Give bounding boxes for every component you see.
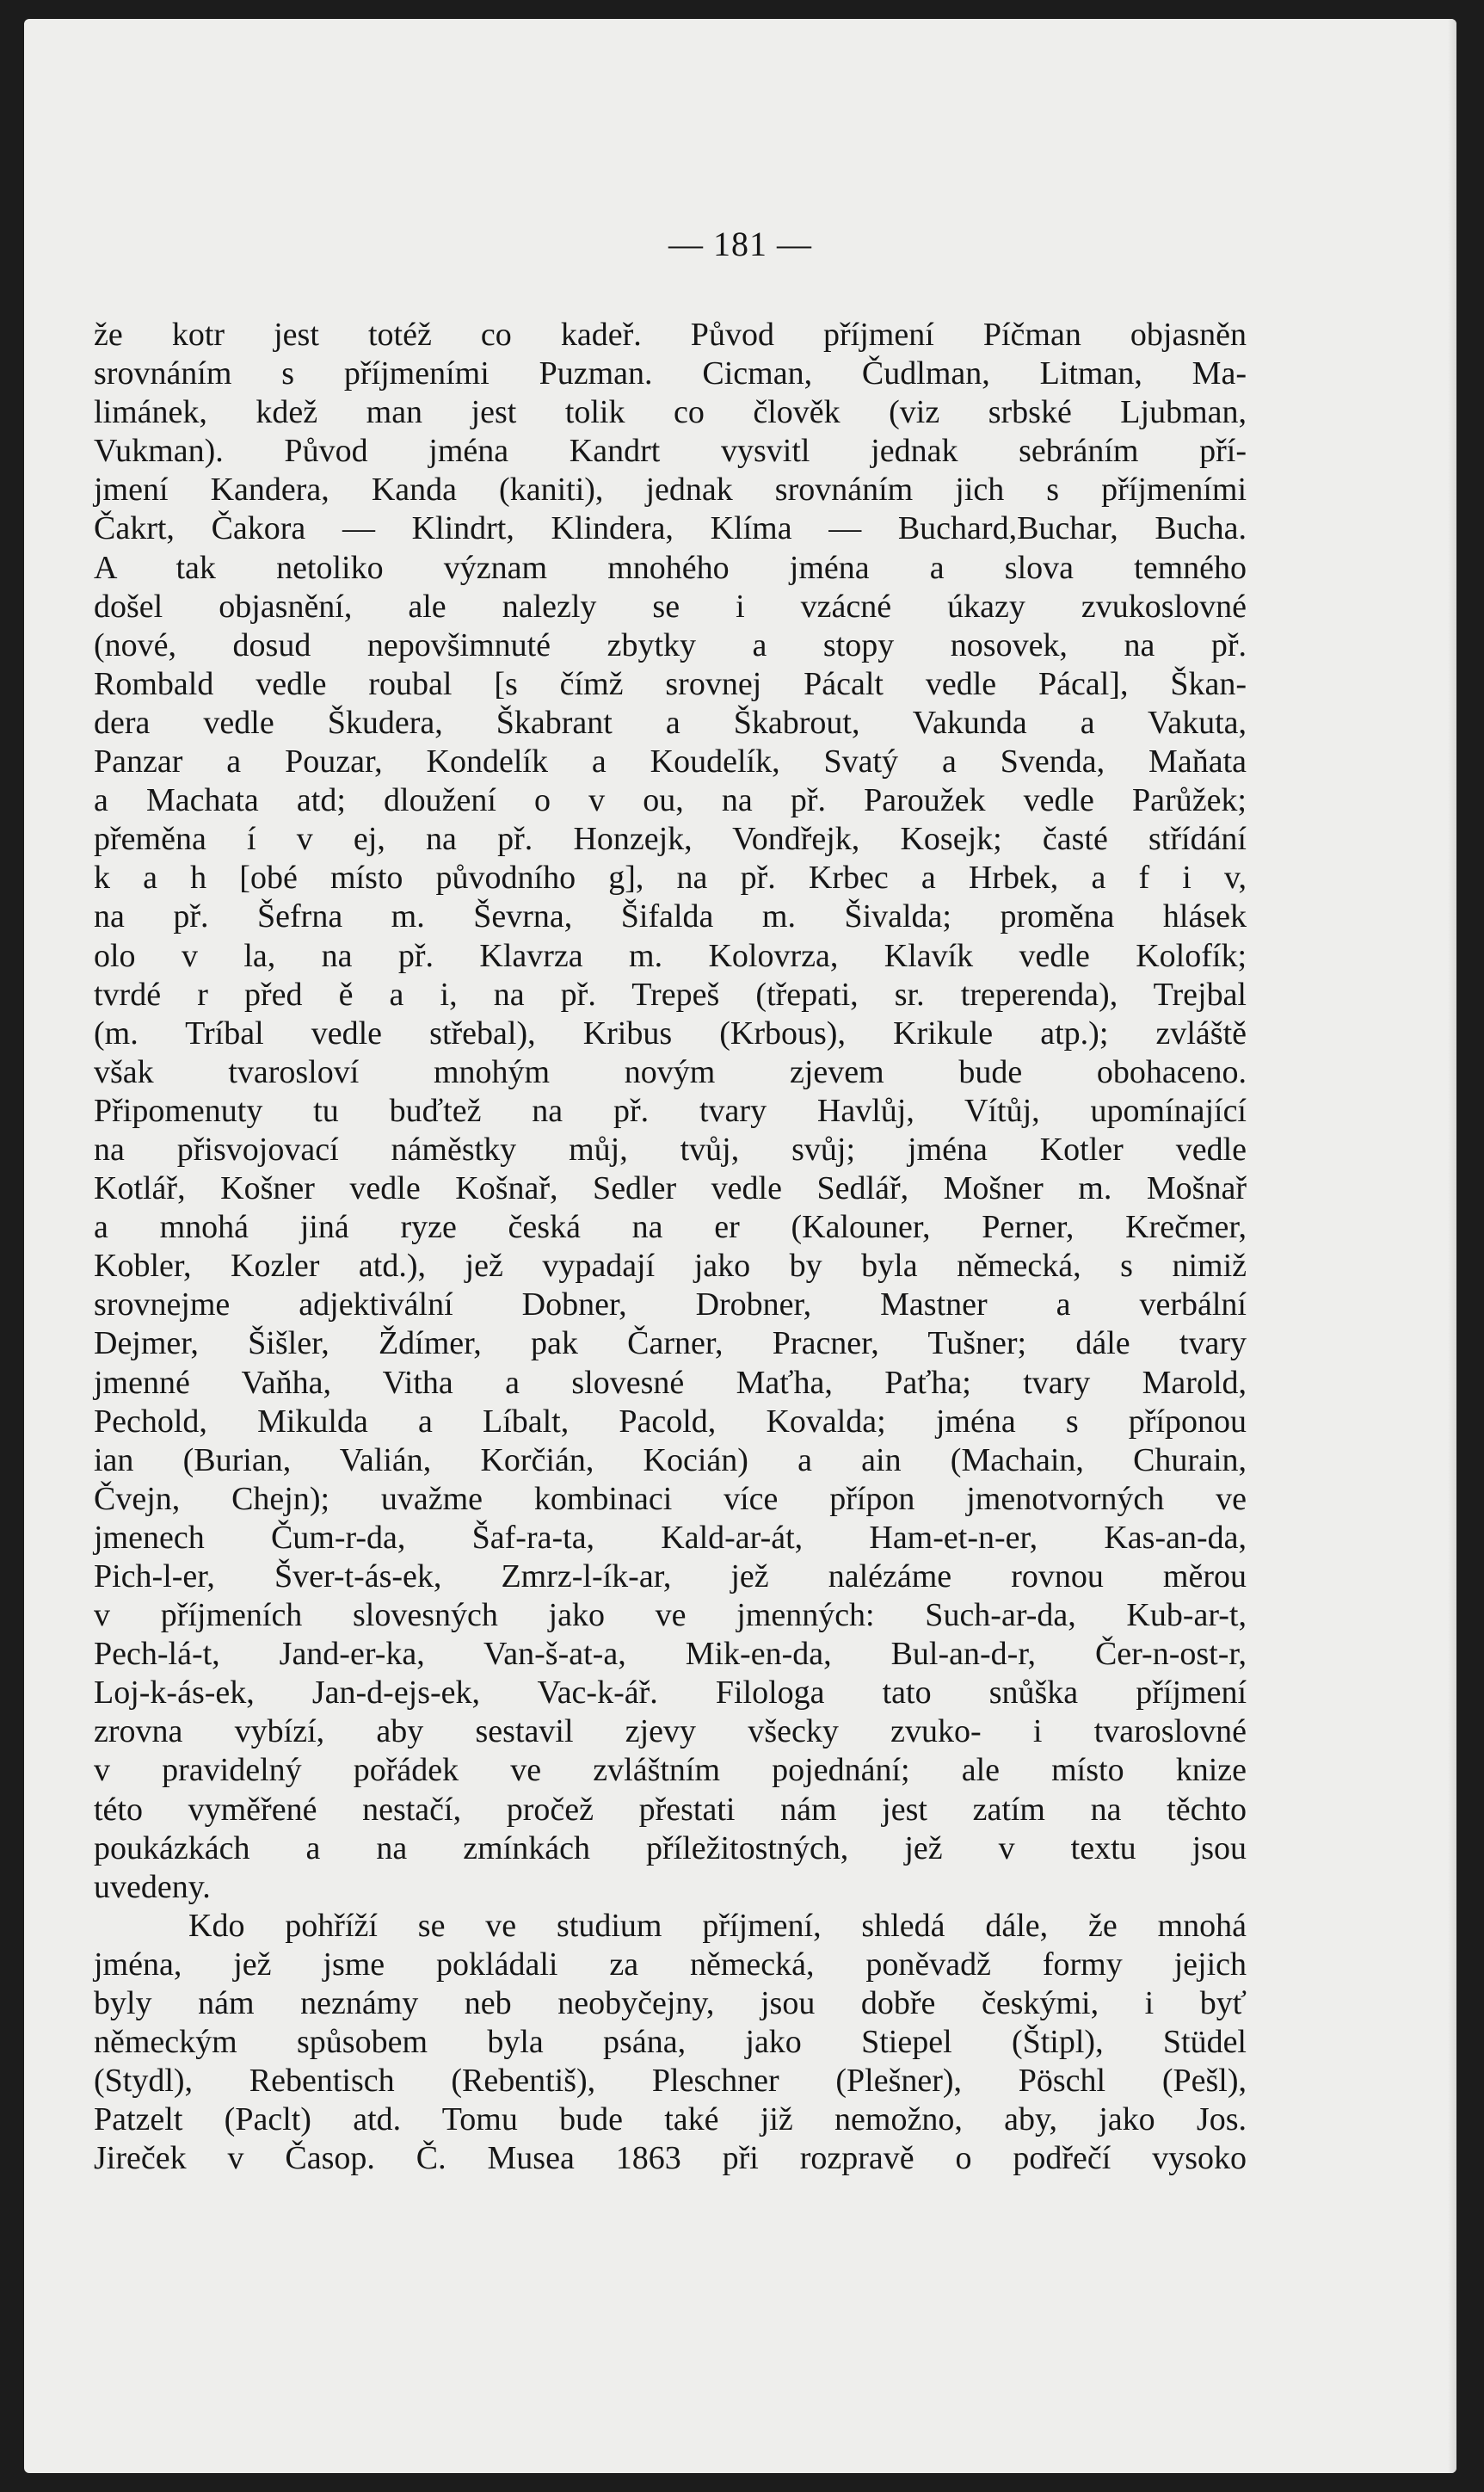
text-line: jmenné Vaňha, Vitha a slovesné Maťha, Paťha; tvary Marold, (94, 1364, 1247, 1401)
text-line: a Machata atd; dloužení o v ou, na př. Paroužek vedle Parůžek; (94, 782, 1247, 819)
text-line: Připomenuty tu buďtež na př. tvary Havlůj, Vítůj, upomínající (94, 1092, 1247, 1129)
body-text (94, 316, 1247, 2179)
text-line: Loj-k-ás-ek, Jan-d-ejs-ek, Vac-k-ář. Filologa tato snůška příjmení (94, 1675, 1247, 1712)
text-line: Kotlář, Košner vedle Košnař, Sedler vedle Sedlář, Mošner m. Mošnař (94, 1170, 1247, 1207)
text-line: (nové, dosud nepovšimnuté zbytky a stopy nosovek, na př. (94, 626, 1247, 663)
text-line: poukázkách a na zmínkách příležitostných, jež v textu jsou (94, 1829, 1247, 1866)
text-line: zrovna vybízí, aby sestavil zjevy všecky zvuko- i tvaroslovné (94, 1713, 1247, 1750)
text-line: Rombald vedle roubal [s čímž srovnej Pácalt vedle Pácal], Škan- (94, 665, 1247, 702)
text-line: (Stydl), Rebentisch (Rebentiš), Pleschner (Plešner), Pöschl (Pešl), (94, 2063, 1247, 2100)
text-line: Pechold, Mikulda a Líbalt, Pacold, Kovalda; jména s příponou (94, 1403, 1247, 1440)
text-line: Kobler, Kozler atd.), jež vypadají jako by byla německá, s nimiž (94, 1248, 1247, 1285)
text-line: v pravidelný pořádek ve zvláštním pojednání; ale místo knize (94, 1752, 1247, 1789)
text-line: tvrdé r před ě a i, na př. Trepeš (třepati, sr. treperenda), Trejbal (94, 976, 1247, 1013)
text-line: že kotr jest totéž co kadeř. Původ příjmení Píčman objasněn (94, 317, 1247, 353)
text-line: srovnejme adjektivální Dobner, Drobner, Mastner a verbální (94, 1286, 1247, 1323)
text-line: (m. Tríbal vedle střebal), Kribus (Krbous), Krikule atp.); zvláště (94, 1015, 1247, 1052)
text-line: jmenech Čum-r-da, Šaf-ra-ta, Kald-ar-át, Ham-et-n-er, Kas-an-da, (94, 1519, 1247, 1556)
text-line: srovnáním s příjmeními Puzman. Cicman, Čudlman, Litman, Ma- (94, 355, 1247, 392)
page-edge-shadow (1448, 19, 1456, 2473)
text-line: jmení Kandera, Kanda (kaniti), jednak srovnáním jich s příjmeními (94, 472, 1247, 509)
text-line: a mnohá jiná ryze česká na er (Kalouner, Perner, Krečmer, (94, 1209, 1247, 1246)
text-line: přeměna í v ej, na př. Honzejk, Vondřejk, Kosejk; časté střídání (94, 821, 1247, 858)
book-page (24, 19, 1456, 2473)
text-line: Pich-l-er, Šver-t-ás-ek, Zmrz-l-ík-ar, jež nalézáme rovnou měrou (94, 1558, 1247, 1595)
text-line: uvedeny. (94, 1868, 211, 1905)
text-line: byly nám neznámy neb neobyčejny, jsou dobře českými, i byť (94, 1985, 1247, 2022)
text-line: na přisvojovací náměstky můj, tvůj, svůj; jména Kotler vedle (94, 1131, 1247, 1168)
text-line: A tak netoliko význam mnohého jména a slova temného (94, 549, 1247, 586)
text-line: na př. Šefrna m. Ševrna, Šifalda m. Šivalda; proměna hlásek (94, 898, 1247, 935)
text-line: v příjmeních slovesných jako ve jmenných: Such-ar-da, Kub-ar-t, (94, 1597, 1247, 1634)
text-line: došel objasnění, ale nalezly se i vzácné úkazy zvukoslovné (94, 588, 1247, 625)
text-line: Patzelt (Paclt) atd. Tomu bude také již nemožno, aby, jako Jos. (94, 2101, 1247, 2138)
text-line: Dejmer, Šišler, Ždímer, pak Čarner, Pracner, Tušner; dále tvary (94, 1325, 1247, 1362)
text-line: ian (Burian, Valián, Korčián, Kocián) a ain (Machain, Churain, (94, 1441, 1247, 1478)
text-line: dera vedle Škudera, Škabrant a Škabrout, Vakunda a Vakuta, (94, 704, 1247, 741)
text-line: Vukman). Původ jména Kandrt vysvitl jednak sebráním pří- (94, 433, 1247, 470)
text-line: Čvejn, Chejn); uvažme kombinaci více přípon jmenotvorných ve (94, 1480, 1247, 1517)
text-line: Jireček v Časop. Č. Musea 1863 při rozpravě o podřečí vysoko (94, 2140, 1247, 2177)
text-line: Čakrt, Čakora — Klindrt, Klindera, Klíma — Buchard,Buchar, Bucha. (94, 510, 1247, 547)
text-line: jména, jež jsme pokládali za německá, poněvadž formy jejich (94, 1946, 1247, 1983)
text-line: této vyměřené nestačí, pročež přestati nám jest zatím na těchto (94, 1791, 1247, 1828)
text-line: však tvarosloví mnohým novým zjevem bude obohaceno. (94, 1053, 1247, 1090)
text-line: k a h [obé místo původního g], na př. Krbec a Hrbek, a f i v, (94, 860, 1247, 897)
text-line: Panzar a Pouzar, Kondelík a Koudelík, Svatý a Svenda, Maňata (94, 743, 1247, 780)
text-line: Kdo pohříží se ve studium příjmení, shledá dále, že mnohá (188, 1907, 1247, 1944)
text-line: Pech-lá-t, Jand-er-ka, Van-š-at-a, Mik-en-da, Bul-an-d-r, Čer-n-ost-r, (94, 1636, 1247, 1673)
page-number: — 181 — (668, 225, 812, 263)
text-line: olo v la, na př. Klavrza m. Kolovrza, Klavík vedle Kolofík; (94, 937, 1247, 974)
text-line: německým spůsobem byla psána, jako Stiepel (Štipl), Stüdel (94, 2024, 1247, 2061)
text-line: limánek, kdež man jest tolik co člověk (viz srbské Ljubman, (94, 394, 1247, 431)
